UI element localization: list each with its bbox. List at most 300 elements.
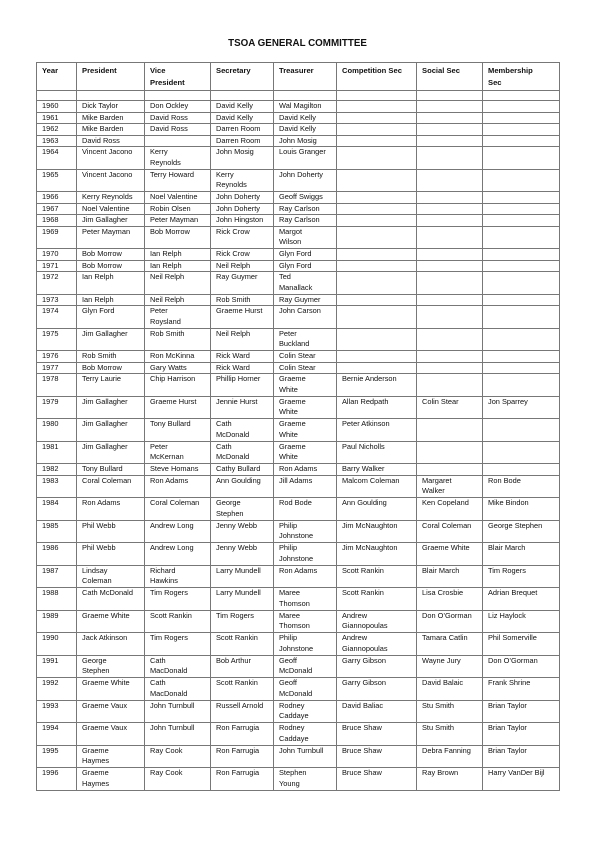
table-row <box>37 328 560 351</box>
cell-social-sec <box>417 101 483 113</box>
cell-social-sec <box>417 723 483 746</box>
cell-president <box>77 520 145 543</box>
competition-sec-value: Scott Rankin <box>342 565 384 575</box>
year-value: 1974 <box>42 306 59 315</box>
cell-competition-sec <box>337 272 417 295</box>
cell-vice-president <box>145 374 211 397</box>
treasurer-value: Ray Guymer <box>279 294 321 304</box>
cell-social-sec <box>417 294 483 306</box>
competition-sec-value: Ann Goulding <box>342 498 387 507</box>
membership-sec-value: Mike Bindon <box>488 498 529 507</box>
president-value: Jack Atkinson <box>82 633 128 642</box>
cell-president <box>77 260 145 272</box>
secretary-value: John Mosig <box>216 147 254 156</box>
column-header-membership-sec <box>483 63 560 91</box>
column-header-label: Secretary <box>216 66 251 75</box>
cell-social-sec <box>417 147 483 170</box>
cell-secretary <box>211 272 274 295</box>
treasurer-value: Rodney Caddaye <box>279 723 309 743</box>
cell-competition-sec <box>337 678 417 701</box>
table-row <box>37 565 560 588</box>
treasurer-value: Maree Thomson <box>279 588 310 608</box>
cell-treasurer <box>274 543 337 566</box>
cell-membership-sec <box>483 215 560 227</box>
cell-year <box>37 565 77 588</box>
cell-competition-sec <box>337 588 417 611</box>
table-row <box>37 464 560 476</box>
cell-vice-president <box>145 147 211 170</box>
cell-social-sec <box>417 351 483 363</box>
cell-membership-sec <box>483 520 560 543</box>
treasurer-value: Ron Adams <box>279 464 318 473</box>
vice-president-value: Peter Roysland <box>150 306 181 326</box>
cell-president <box>77 745 145 768</box>
president-value: Jim Gallagher <box>82 215 128 224</box>
table-row <box>37 700 560 723</box>
cell-social-sec <box>417 124 483 136</box>
cell-president <box>77 498 145 521</box>
membership-sec-value: Jon Sparrey <box>488 396 528 406</box>
cell-secretary <box>211 169 274 192</box>
treasurer-value: Maree Thomson <box>279 610 310 630</box>
cell-year <box>37 306 77 329</box>
secretary-value: Scott Rankin <box>216 678 258 687</box>
cell-social-sec <box>417 700 483 723</box>
cell-secretary <box>211 464 274 476</box>
cell-vice-president <box>145 543 211 566</box>
membership-sec-value: Adrian Brequet <box>488 588 538 597</box>
cell-social-sec <box>417 588 483 611</box>
cell-social-sec <box>417 112 483 124</box>
cell-social-sec <box>417 396 483 419</box>
vice-president-value: Don Ockley <box>150 101 189 110</box>
column-header-label: Social Sec <box>422 66 460 75</box>
cell-competition-sec <box>337 419 417 442</box>
secretary-value: Darren Room <box>216 124 261 133</box>
cell-vice-president <box>145 215 211 227</box>
cell-social-sec <box>417 768 483 791</box>
table-row <box>37 520 560 543</box>
cell-president <box>77 215 145 227</box>
cell-treasurer <box>274 520 337 543</box>
treasurer-value: Glyn Ford <box>279 249 312 258</box>
cell-competition-sec <box>337 351 417 363</box>
cell-year <box>37 192 77 204</box>
membership-sec-value: Don O’Gorman <box>488 655 538 665</box>
cell-membership-sec <box>483 543 560 566</box>
vice-president-value: Scott Rankin <box>150 610 192 620</box>
column-header-label: Vice President <box>150 66 185 87</box>
secretary-value: David Kelly <box>216 101 253 110</box>
treasurer-value: Rod Bode <box>279 498 312 507</box>
cell-vice-president <box>145 745 211 768</box>
competition-sec-value: Peter Atkinson <box>342 419 390 428</box>
cell-president <box>77 588 145 611</box>
cell-year <box>37 101 77 113</box>
cell-secretary <box>211 441 274 464</box>
cell-vice-president <box>145 678 211 701</box>
president-value: Graeme Vaux <box>82 700 128 710</box>
membership-sec-value: Brian Taylor <box>488 745 527 755</box>
treasurer-value: Stephen Young <box>279 768 307 788</box>
cell-vice-president <box>145 135 211 147</box>
social-sec-value: Tamara Catlin <box>422 633 468 642</box>
secretary-value: Ann Goulding <box>216 475 261 485</box>
vice-president-value: Andrew Long <box>150 543 194 552</box>
cell-president <box>77 475 145 498</box>
cell-secretary <box>211 588 274 611</box>
cell-competition-sec <box>337 215 417 227</box>
treasurer-value: David Kelly <box>279 112 316 122</box>
secretary-value: Scott Rankin <box>216 633 258 642</box>
cell-social-sec <box>417 520 483 543</box>
cell-membership-sec <box>483 226 560 249</box>
treasurer-value: Ted Manallack <box>279 272 313 292</box>
cell-treasurer <box>274 294 337 306</box>
cell-vice-president <box>145 633 211 656</box>
cell-membership-sec <box>483 169 560 192</box>
cell-social-sec <box>417 226 483 249</box>
membership-sec-value: Brian Taylor <box>488 723 527 732</box>
cell-year <box>37 768 77 791</box>
cell-social-sec <box>417 135 483 147</box>
cell-president <box>77 203 145 215</box>
vice-president-value: Gary Watts <box>150 362 187 372</box>
cell-treasurer <box>274 655 337 678</box>
table-row <box>37 351 560 363</box>
cell-year <box>37 328 77 351</box>
cell-secretary <box>211 215 274 227</box>
treasurer-value: Colin Stear <box>279 351 316 360</box>
cell-treasurer <box>274 396 337 419</box>
cell-year <box>37 441 77 464</box>
cell-competition-sec <box>337 441 417 464</box>
table-row <box>37 294 560 306</box>
cell-treasurer <box>274 351 337 363</box>
cell-secretary <box>211 147 274 170</box>
president-value: Jim Gallagher <box>82 441 128 451</box>
cell-year <box>37 203 77 215</box>
social-sec-value: Stu Smith <box>422 723 455 732</box>
president-value: Phil Webb <box>82 543 116 552</box>
competition-sec-value: Bernie Anderson <box>342 374 397 383</box>
social-sec-value: Ken Copeland <box>422 498 469 507</box>
cell-treasurer <box>274 260 337 272</box>
cell-membership-sec <box>483 362 560 374</box>
cell-year <box>37 655 77 678</box>
cell-year <box>37 294 77 306</box>
cell-vice-president <box>145 294 211 306</box>
cell-secretary <box>211 192 274 204</box>
table-row <box>37 192 560 204</box>
treasurer-value: Graeme White <box>279 441 306 461</box>
page-title: TSOA GENERAL COMMITTEE <box>228 38 367 49</box>
cell-social-sec <box>417 374 483 397</box>
cell-competition-sec <box>337 249 417 261</box>
competition-sec-value: Barry Walker <box>342 464 385 473</box>
blank-row <box>37 91 560 101</box>
cell-membership-sec <box>483 192 560 204</box>
cell-year <box>37 124 77 136</box>
vice-president-value: David Ross <box>150 112 188 122</box>
membership-sec-value: George Stephen <box>488 520 543 530</box>
cell-competition-sec <box>337 610 417 633</box>
table-row <box>37 226 560 249</box>
cell-competition-sec <box>337 498 417 521</box>
treasurer-value: Rodney Caddaye <box>279 700 309 720</box>
table-row <box>37 203 560 215</box>
cell-competition-sec <box>337 135 417 147</box>
vice-president-value: Ian Relph <box>150 249 182 258</box>
vice-president-value: Tim Rogers <box>150 588 188 597</box>
treasurer-value: Ron Adams <box>279 565 318 575</box>
cell-president <box>77 124 145 136</box>
cell-secretary <box>211 419 274 442</box>
cell-year <box>37 700 77 723</box>
president-value: Bob Morrow <box>82 362 122 372</box>
cell-vice-president <box>145 226 211 249</box>
table-row <box>37 768 560 791</box>
column-header-treasurer <box>274 63 337 91</box>
year-value: 1981 <box>42 441 59 451</box>
table-row <box>37 655 560 678</box>
social-sec-value: David Balaic <box>422 678 464 687</box>
cell-president <box>77 294 145 306</box>
cell-treasurer <box>274 192 337 204</box>
cell-secretary <box>211 396 274 419</box>
table-row <box>37 272 560 295</box>
cell-president <box>77 396 145 419</box>
secretary-value: Rick Crow <box>216 226 250 236</box>
vice-president-value: Richard Hawkins <box>150 565 178 585</box>
cell-membership-sec <box>483 147 560 170</box>
cell-membership-sec <box>483 588 560 611</box>
cell-president <box>77 328 145 351</box>
cell-social-sec <box>417 610 483 633</box>
cell-secretary <box>211 768 274 791</box>
social-sec-value: Coral Coleman <box>422 520 472 530</box>
secretary-value: Neil Relph <box>216 260 251 270</box>
cell-year <box>37 464 77 476</box>
cell-president <box>77 112 145 124</box>
competition-sec-value: Jim McNaughton <box>342 543 398 552</box>
cell-competition-sec <box>337 464 417 476</box>
table-row <box>37 147 560 170</box>
cell-membership-sec <box>483 374 560 397</box>
vice-president-value: Terry Howard <box>150 169 194 179</box>
cell-membership-sec <box>483 655 560 678</box>
cell-vice-president <box>145 700 211 723</box>
competition-sec-value: Scott Rankin <box>342 588 384 597</box>
cell-competition-sec <box>337 306 417 329</box>
treasurer-value: John Turnbull <box>279 745 324 755</box>
cell-treasurer <box>274 745 337 768</box>
cell-membership-sec <box>483 633 560 656</box>
cell-vice-president <box>145 610 211 633</box>
cell-treasurer <box>274 475 337 498</box>
cell-membership-sec <box>483 112 560 124</box>
cell-treasurer <box>274 226 337 249</box>
cell-president <box>77 678 145 701</box>
cell-president <box>77 543 145 566</box>
cell-vice-president <box>145 520 211 543</box>
vice-president-value: Kerry Reynolds <box>150 147 181 167</box>
cell-year <box>37 249 77 261</box>
cell-treasurer <box>274 768 337 791</box>
membership-sec-value: Phil Somerville <box>488 633 537 642</box>
president-value: Graeme White <box>82 610 130 620</box>
cell-membership-sec <box>483 260 560 272</box>
cell-social-sec <box>417 260 483 272</box>
cell-president <box>77 464 145 476</box>
president-value: Jim Gallagher <box>82 396 128 406</box>
year-value: 1970 <box>42 249 59 258</box>
president-value: Kerry Reynolds <box>82 192 133 201</box>
secretary-value: Jennie Hurst <box>216 396 258 406</box>
secretary-value: Ron Farrugia <box>216 723 260 732</box>
vice-president-value: Neil Relph <box>150 272 185 281</box>
cell-social-sec <box>417 249 483 261</box>
cell-secretary <box>211 655 274 678</box>
table-row <box>37 362 560 374</box>
cell-secretary <box>211 565 274 588</box>
treasurer-value: David Kelly <box>279 124 316 133</box>
cell-vice-president <box>145 203 211 215</box>
table-row <box>37 543 560 566</box>
social-sec-value: Blair March <box>422 565 460 575</box>
vice-president-value: Ray Cook <box>150 745 183 755</box>
table-row <box>37 396 560 419</box>
cell-competition-sec <box>337 520 417 543</box>
social-sec-value: Colin Stear <box>422 396 459 406</box>
cell-competition-sec <box>337 565 417 588</box>
cell-president <box>77 565 145 588</box>
membership-sec-value: Blair March <box>488 543 526 552</box>
cell-secretary <box>211 328 274 351</box>
social-sec-value: Ray Brown <box>422 768 459 777</box>
president-value: Peter Mayman <box>82 226 131 236</box>
cell-president <box>77 101 145 113</box>
cell-year <box>37 723 77 746</box>
president-value: Graeme White <box>82 678 130 687</box>
cell-competition-sec <box>337 745 417 768</box>
secretary-value: Darren Room <box>216 135 261 145</box>
cell-secretary <box>211 745 274 768</box>
year-value: 1984 <box>42 498 59 507</box>
vice-president-value: Steve Homans <box>150 464 199 473</box>
competition-sec-value: David Baliac <box>342 700 384 710</box>
year-value: 1961 <box>42 112 59 122</box>
membership-sec-value: Liz Haylock <box>488 610 526 620</box>
cell-president <box>77 169 145 192</box>
cell-competition-sec <box>337 260 417 272</box>
cell-vice-president <box>145 723 211 746</box>
cell-social-sec <box>417 306 483 329</box>
president-value: Tony Bullard <box>82 464 123 473</box>
year-value: 1968 <box>42 215 59 224</box>
cell-treasurer <box>274 498 337 521</box>
social-sec-value: Don O’Gorman <box>422 610 472 620</box>
year-value: 1973 <box>42 294 59 304</box>
table-row <box>37 101 560 113</box>
cell-president <box>77 610 145 633</box>
president-value: Terry Laurie <box>82 374 122 383</box>
cell-membership-sec <box>483 610 560 633</box>
president-value: Bob Morrow <box>82 249 122 258</box>
cell-secretary <box>211 610 274 633</box>
cell-vice-president <box>145 498 211 521</box>
cell-social-sec <box>417 655 483 678</box>
president-value: Phil Webb <box>82 520 116 530</box>
cell-membership-sec <box>483 124 560 136</box>
vice-president-value: Peter Mayman <box>150 215 199 224</box>
year-value: 1994 <box>42 723 59 732</box>
year-value: 1978 <box>42 374 59 383</box>
cell-membership-sec <box>483 498 560 521</box>
secretary-value: Larry Mundell <box>216 565 261 575</box>
secretary-value: Graeme Hurst <box>216 306 263 315</box>
cell-competition-sec <box>337 112 417 124</box>
cell-president <box>77 249 145 261</box>
president-value: Mike Barden <box>82 124 124 133</box>
cell-secretary <box>211 306 274 329</box>
president-value: David Ross <box>82 135 120 145</box>
competition-sec-value: Jim McNaughton <box>342 520 398 530</box>
header-row <box>37 63 560 91</box>
cell-competition-sec <box>337 203 417 215</box>
membership-sec-value: Brian Taylor <box>488 700 527 710</box>
table-row <box>37 678 560 701</box>
cell-social-sec <box>417 441 483 464</box>
vice-president-value: David Ross <box>150 124 188 133</box>
cell-treasurer <box>274 203 337 215</box>
cell-membership-sec <box>483 419 560 442</box>
year-value: 1987 <box>42 565 59 575</box>
table-row <box>37 112 560 124</box>
secretary-value: Cath McDonald <box>216 419 250 439</box>
treasurer-value: Graeme White <box>279 419 306 439</box>
cell-secretary <box>211 124 274 136</box>
cell-membership-sec <box>483 272 560 295</box>
cell-social-sec <box>417 203 483 215</box>
blank-cell <box>77 91 145 101</box>
cell-competition-sec <box>337 768 417 791</box>
cell-vice-president <box>145 124 211 136</box>
cell-vice-president <box>145 565 211 588</box>
cell-president <box>77 192 145 204</box>
cell-membership-sec <box>483 396 560 419</box>
vice-president-value: Graeme Hurst <box>150 396 197 406</box>
secretary-value: Ron Farrugia <box>216 768 260 777</box>
competition-sec-value: Bruce Shaw <box>342 768 382 777</box>
cell-competition-sec <box>337 655 417 678</box>
vice-president-value: Ron Adams <box>150 475 189 485</box>
cell-secretary <box>211 678 274 701</box>
cell-year <box>37 362 77 374</box>
column-header-vice-president <box>145 63 211 91</box>
cell-social-sec <box>417 419 483 442</box>
cell-social-sec <box>417 565 483 588</box>
competition-sec-value: Paul Nicholls <box>342 441 385 451</box>
cell-membership-sec <box>483 700 560 723</box>
table-body <box>37 91 560 791</box>
president-value: Jim Gallagher <box>82 328 128 338</box>
cell-treasurer <box>274 678 337 701</box>
cell-secretary <box>211 101 274 113</box>
table-row <box>37 498 560 521</box>
secretary-value: Rick Ward <box>216 362 250 372</box>
cell-treasurer <box>274 362 337 374</box>
